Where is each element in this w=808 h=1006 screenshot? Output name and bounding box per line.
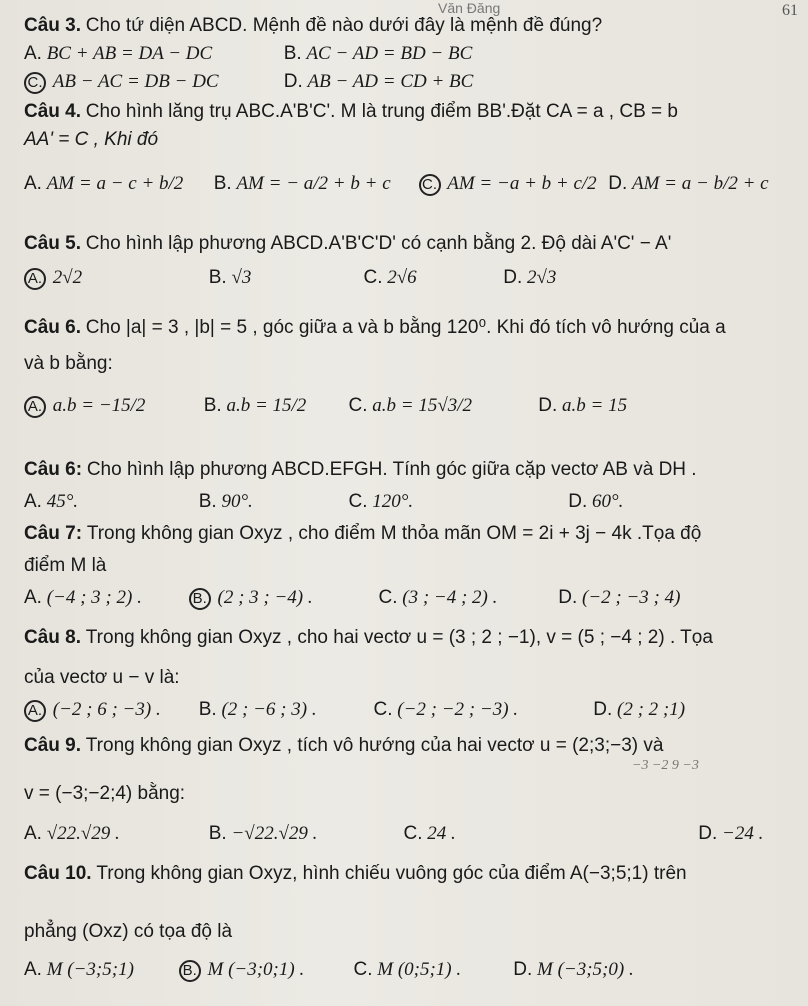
option-letter: B. (208, 823, 227, 844)
option-a (24, 958, 174, 982)
option-a (24, 698, 194, 722)
question-8-text2 (24, 666, 800, 690)
question-text-continued: v = (−3;−2;4) bằng: (24, 783, 186, 804)
option-a (24, 266, 204, 290)
option-letter: D. (538, 395, 558, 416)
option-math: 120°. (372, 491, 414, 512)
question-9-options (24, 822, 800, 846)
question-6b (24, 458, 800, 482)
option-letter-circled: A. (24, 396, 46, 418)
option-letter-circled: A. (24, 268, 46, 290)
option-math: (3 ; −4 ; 2) . (402, 587, 498, 608)
option-a (24, 172, 209, 196)
option-math: 90°. (221, 491, 253, 512)
question-8-options (24, 698, 800, 722)
question-6-text2 (24, 352, 800, 376)
question-label: Câu 5. (24, 233, 82, 254)
question-8 (24, 626, 800, 650)
question-text: Cho tứ diện ABCD. Mệnh đề nào dưới đây là mệnh đề đúng? (85, 15, 603, 36)
option-letter: D. (568, 491, 588, 512)
option-math: 2√6 (387, 267, 417, 288)
question-text-continued: và b bằng: (24, 353, 113, 374)
option-d (284, 70, 584, 94)
question-text-continued: của vectơ u − v là: (24, 667, 180, 688)
option-letter: B. (198, 699, 217, 720)
question-7 (24, 522, 800, 546)
handwritten-scribble: −3 −2 9 −3 (632, 758, 699, 773)
option-c (374, 698, 589, 722)
option-letter: D. (593, 699, 613, 720)
option-math: √22.√29 . (46, 823, 120, 844)
question-10 (24, 862, 800, 886)
header-faint-text: Văn Đăng (438, 0, 501, 16)
question-5-options (24, 266, 800, 290)
option-d (608, 172, 798, 196)
option-letter: C. (363, 267, 383, 288)
option-c (354, 958, 509, 982)
option-a (24, 394, 199, 418)
option-letter: C. (348, 491, 368, 512)
option-a (24, 586, 184, 610)
option-math: AB − AD = CD + BC (307, 71, 474, 92)
option-letter-circled: C. (419, 174, 441, 196)
option-letter: D. (608, 173, 628, 194)
option-letter: D. (503, 267, 523, 288)
question-10-text2 (24, 920, 800, 944)
option-letter: A. (24, 173, 42, 194)
option-math: −√22.√29 . (231, 823, 318, 844)
option-math: 60°. (592, 491, 624, 512)
option-c (349, 490, 564, 514)
question-3-options-2 (24, 70, 800, 94)
option-math: 45°. (46, 491, 79, 512)
option-letter: A. (24, 959, 42, 980)
option-math: M (−3;0;1) . (207, 959, 305, 980)
question-text-continued: AA' = C , Khi đó (24, 129, 159, 150)
option-math: AM = a − b/2 + c (632, 173, 769, 194)
option-math: AC − AD = BD − BC (306, 43, 473, 64)
question-3 (24, 14, 800, 38)
option-math: M (−3;5;1) (46, 959, 134, 980)
option-b (204, 394, 344, 418)
option-math: AM = a − c + b/2 (46, 173, 184, 194)
option-letter: D. (698, 823, 718, 844)
option-c (379, 586, 554, 610)
option-letter: A. (24, 823, 42, 844)
question-label: Câu 9. (24, 735, 82, 756)
option-b (284, 42, 544, 66)
option-b (199, 698, 369, 722)
question-6b-options (24, 490, 800, 514)
option-letter: C. (403, 823, 423, 844)
question-10-options (24, 958, 800, 982)
option-letter-circled: C. (24, 72, 46, 94)
question-label: Câu 3. (24, 15, 82, 36)
page-corner-mark: 61 (782, 2, 798, 19)
option-math: a.b = 15 (562, 395, 628, 416)
option-letter: B. (203, 395, 222, 416)
option-d (568, 490, 688, 514)
option-letter: D. (283, 71, 303, 92)
option-letter: A. (24, 587, 42, 608)
option-math: (2 ; 2 ;1) (617, 699, 686, 720)
option-d (558, 586, 738, 610)
option-letter: A. (24, 43, 42, 64)
option-b (189, 586, 374, 610)
option-letter: B. (198, 491, 217, 512)
option-math: AB − AC = DB − DC (52, 71, 219, 92)
option-letter: B. (283, 43, 302, 64)
question-label: Câu 8. (24, 627, 82, 648)
option-letter: B. (213, 173, 232, 194)
option-math: (−4 ; 3 ; 2) . (46, 587, 142, 608)
option-d (503, 266, 653, 290)
option-b (209, 266, 359, 290)
option-a (24, 822, 204, 846)
question-text-continued: phẳng (Oxz) có tọa độ là (24, 921, 233, 942)
option-math: M (−3;5;0) . (537, 959, 634, 980)
option-c (24, 70, 279, 94)
option-math: 2√3 (527, 267, 557, 288)
question-9-text2 (24, 782, 800, 806)
option-d (513, 958, 683, 982)
option-letter: C. (373, 699, 393, 720)
question-label: Câu 6: (24, 459, 83, 480)
option-c (364, 266, 499, 290)
question-text: Cho |a| = 3 , |b| = 5 , góc giữa a và b bằng 120⁰. Khi đó tích vô hướng của a (85, 317, 726, 338)
question-9 (24, 734, 800, 758)
option-a (24, 490, 194, 514)
option-letter: A. (24, 491, 42, 512)
option-b (214, 172, 414, 196)
option-math: (−2 ; −3 ; 4) (582, 587, 681, 608)
option-math: M (0;5;1) . (377, 959, 462, 980)
question-text: Cho hình lập phương ABCD.A'B'C'D' có cạnh bằng 2. Độ dài A'C' − A' (85, 233, 672, 254)
option-math: √3 (231, 267, 252, 288)
option-math: a.b = 15/2 (226, 395, 307, 416)
option-math: a.b = −15/2 (52, 395, 146, 416)
option-c (404, 822, 694, 846)
option-math: a.b = 15√3/2 (372, 395, 473, 416)
option-d (593, 698, 733, 722)
question-7-text2 (24, 554, 800, 578)
option-math: −24 . (722, 823, 764, 844)
question-6-options (24, 394, 800, 418)
option-math: (2 ; 3 ; −4) . (217, 587, 313, 608)
option-c (349, 394, 534, 418)
question-label: Câu 6. (24, 317, 82, 338)
option-letter-circled: A. (24, 700, 46, 722)
option-b (199, 490, 344, 514)
option-math: 2√2 (52, 267, 83, 288)
question-4-text2 (24, 128, 800, 152)
option-math: AM = −a + b + c/2 (447, 173, 597, 194)
option-b (209, 822, 399, 846)
question-4 (24, 100, 800, 124)
option-letter-circled: B. (179, 960, 201, 982)
question-text: Cho hình lập phương ABCD.EFGH. Tính góc giữa cặp vectơ AB và DH . (86, 459, 697, 480)
question-text: Trong không gian Oxyz , tích vô hướng của hai vectơ u = (2;3;−3) và (85, 735, 664, 756)
option-c (419, 172, 604, 196)
question-6 (24, 316, 800, 340)
option-d (698, 822, 788, 846)
question-4-options (24, 172, 800, 196)
option-math: BC + AB = DA − DC (46, 43, 213, 64)
question-7-options (24, 586, 800, 610)
option-letter-circled: B. (189, 588, 211, 610)
option-letter: D. (513, 959, 533, 980)
option-b (179, 958, 349, 982)
question-text: Trong không gian Oxyz, hình chiếu vuông góc của điểm A(−3;5;1) trên (96, 863, 687, 884)
question-text: Cho hình lăng trụ ABC.A'B'C'. M là trung điểm BB'.Đặt CA = a , CB = b (85, 101, 678, 122)
question-label: Câu 10. (24, 863, 92, 884)
option-d (538, 394, 678, 418)
option-letter: C. (353, 959, 373, 980)
question-text-continued: điểm M là (24, 555, 107, 576)
question-label: Câu 7: (24, 523, 83, 544)
option-a (24, 42, 279, 66)
question-3-options (24, 42, 800, 66)
question-label: Câu 4. (24, 101, 82, 122)
option-math: 24 . (427, 823, 456, 844)
option-math: (−2 ; −2 ; −3) . (397, 699, 519, 720)
option-letter: D. (558, 587, 578, 608)
option-letter: C. (378, 587, 398, 608)
option-letter: B. (208, 267, 227, 288)
option-math: AM = − a/2 + b + c (236, 173, 391, 194)
question-5 (24, 232, 800, 256)
option-math: (2 ; −6 ; 3) . (221, 699, 317, 720)
option-letter: C. (348, 395, 368, 416)
question-text: Trong không gian Oxyz , cho điểm M thỏa mãn OM = 2i + 3j − 4k .Tọa độ (86, 523, 702, 544)
question-text: Trong không gian Oxyz , cho hai vectơ u = (3 ; 2 ; −1), v = (5 ; −4 ; 2) . Tọa (85, 627, 713, 648)
option-math: (−2 ; 6 ; −3) . (52, 699, 161, 720)
